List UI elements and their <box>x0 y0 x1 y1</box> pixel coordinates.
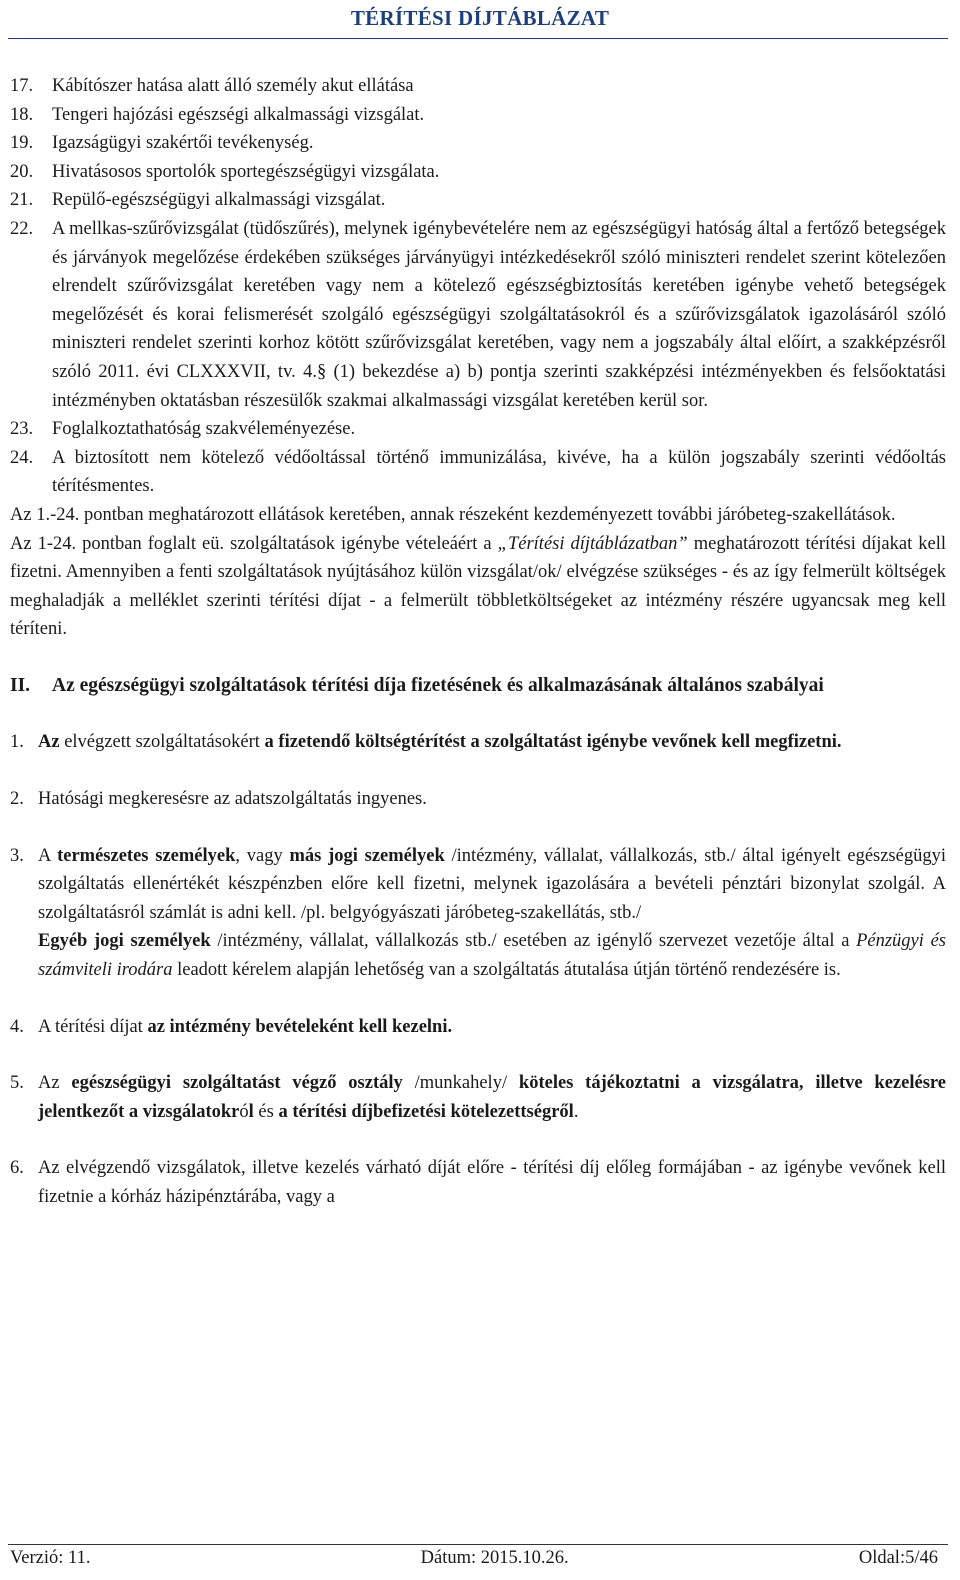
rule-bold-text: egészségügyi szolgáltatást végző osztály <box>71 1073 403 1094</box>
rule-plain-text: és <box>253 1101 279 1122</box>
rule-item <box>10 842 946 985</box>
list-item-text: Repülő-egészségügyi alkalmassági vizsgálat. <box>52 190 386 211</box>
list-item-text: Igazságügyi szakértői tevékenység. <box>52 133 314 154</box>
list-item <box>10 72 946 101</box>
list-item-text: Foglalkoztathatóság szakvéleményezése. <box>52 419 356 440</box>
list-item-number: 17. <box>10 76 34 96</box>
rule-item <box>10 785 946 814</box>
list-item-number: 18. <box>10 104 34 125</box>
rule-bold-text: a térítési díjbefizetési kötelezettségről <box>278 1101 574 1122</box>
rule-bold-text: más jogi személyek <box>289 845 445 866</box>
rule-plain-text: /munkahely/ <box>402 1073 519 1094</box>
list-item <box>10 215 946 415</box>
rule-text: Az elvégzendő vizsgálatok, illetve kezelés várható díját előre - térítési díj előleg formájában - az igénybe vevőnek kell fizetnie a kórház házipénztárába, vagy a <box>38 1158 946 1207</box>
list-item-number: 19. <box>10 133 34 154</box>
list-item <box>10 101 946 130</box>
rule-bold-text: Egyéb jogi személyek <box>38 931 211 952</box>
list-item-text: A biztosított nem kötelező védőoltással történő immunizálása, kivéve, ha a külön jogszabály szerinti védőoltás térítésmentes. <box>52 447 946 497</box>
footer-date: Dátum: 2015.10.26. <box>420 1548 569 1568</box>
rule-text <box>38 1013 946 1042</box>
page-header-title: TÉRÍTÉSI DÍJTÁBLÁZAT <box>350 6 610 30</box>
list-item-number: 24. <box>10 447 34 468</box>
paragraph-additional-care: Az 1.-24. pontban meghatározott ellátások keretében, annak részeként kezdeményezett további járóbeteg-szakellátások. <box>10 504 896 525</box>
list-item <box>10 415 946 444</box>
rule-bold-text: az intézmény bevételeként kell kezelni. <box>147 1016 453 1037</box>
paragraph-fees-italic: „Térítési díjtáblázatban” <box>497 533 688 554</box>
rule-plain-text: elvégzett szolgáltatásokért <box>59 732 265 753</box>
rule-plain-text: A térítési díjat <box>38 1016 148 1037</box>
rule-bold-text: l <box>248 1101 254 1122</box>
rule-plain-text: ó <box>239 1101 249 1122</box>
list-item <box>10 186 946 215</box>
list-item-text: Hivatásosos sportolók sportegészségügyi vizsgálata. <box>52 161 440 182</box>
rule-plain-text: , vagy <box>235 845 290 866</box>
list-item-number: 21. <box>10 190 34 211</box>
rule-bold-text: természetes személyek <box>57 845 236 866</box>
rule-plain-text: . <box>573 1101 579 1122</box>
section-title: Az egészségügyi szolgáltatások térítési díja fizetésének és alkalmazásának általános szabályai <box>52 674 824 696</box>
rule-text <box>38 1069 946 1126</box>
footer-page-number: Oldal:5/46 <box>858 1548 938 1568</box>
rule-plain-text: A <box>38 845 58 866</box>
rule-item <box>10 1154 946 1211</box>
rule-bold-text: a fizetendő költségtérítést a szolgáltatást igénybe vevőnek kell megfizetni. <box>264 732 842 753</box>
list-item-text: Kábítószer hatása alatt álló személy akut ellátása <box>52 76 414 96</box>
rule-item <box>10 1069 946 1126</box>
paragraph-fees-text-1: Az 1-24. pontban foglalt eü. szolgáltatások igénybe vételeáért a <box>10 533 498 554</box>
rule-text <box>38 842 946 985</box>
rule-bold-text: Az <box>38 732 60 753</box>
list-item <box>10 129 946 158</box>
rule-plain-text: /intézmény, vállalat, vállalkozás, stb./ által igényelt egészségügyi szolgáltatás ellenértékét készpénzben előre kell fizetni, melynek igazolására a bevételi pénztári bizonylat szolgál. A szolgáltatásról számlát is adni kell. /pl. belgyógyászati járóbeteg-szakellátás, stb./ <box>38 845 946 923</box>
page-footer <box>10 1548 938 1569</box>
list-item-number: 22. <box>10 218 34 239</box>
footer-divider <box>8 1544 948 1545</box>
rule-number: 3. <box>10 845 24 866</box>
section-number: II. <box>10 674 31 696</box>
rule-item <box>10 1013 946 1042</box>
rule-plain-text: /intézmény, vállalat, vállalkozás stb./ esetében az igénylő szervezet vezetője által a <box>210 931 857 952</box>
rule-text <box>38 728 946 757</box>
rule-number: 5. <box>10 1073 24 1094</box>
rule-italic-text: Pénzügyi és számviteli irodára <box>38 931 946 981</box>
footer-version: Verzió: 11. <box>10 1548 91 1568</box>
rule-number: 2. <box>10 789 24 810</box>
paragraph-fees-text-2: meghatározott térítési díjakat kell fizetni. Amennyiben a fenti szolgáltatások nyújtásához külön vizsgálat/ok/ elvégzése szükséges - és az így felmerült költségek meghaladják a melléklet szerinti térítési díjat - a felmerült többletköltségeket az intézmény részére ugyancsak meg kell téríteni. <box>10 533 946 640</box>
list-item-number: 20. <box>10 161 34 182</box>
rule-number: 4. <box>10 1016 24 1037</box>
section-heading <box>10 672 946 701</box>
list-item <box>10 444 946 501</box>
list-item-text: A mellkas-szűrővizsgálat (tüdőszűrés), melynek igénybevételére nem az egészségügyi hatóság által a fertőző betegségek és járványok megelőzése érdekében szükséges járványügyi intézkedésekről szóló miniszteri rendelet szerint kötelezően elrendelt szűrővizsgálat keretében vagy nem a kötelező egészségbiztosítás keretében igénybe vehető betegségek megelőzését és korai felismerését szolgáló egészségügyi szolgáltatásokról és a szűrővizsgálatok igazolásáról szóló miniszteri rendelet szerinti korhoz kötött szűrővizsgálat keretében, vagy nem a jogszabály által előírt, a szakképzésről szóló 2011. évi CLXXXVII, tv. 4.§ (1) bekezdése a) b) pontja szerinti szakképzési intézményekben és felsőoktatási intézményben oktatásban részesülők szakmai alkalmassági vizsgálat keretében kerül sor. <box>52 218 946 411</box>
rule-plain-text: leadott kérelem alapján lehetőség van a szolgáltatás átutalása útján történő rendezésére is. <box>172 960 841 981</box>
list-item-number: 23. <box>10 419 34 440</box>
rule-number: 6. <box>10 1158 24 1179</box>
header-divider <box>8 38 948 39</box>
rule-number: 1. <box>10 732 24 753</box>
rule-item <box>10 728 946 757</box>
rule-plain-text: Az <box>38 1073 72 1094</box>
rule-bold-text: köteles tájékoztatni a vizsgálatra, illetve kezelésre jelentkezőt a vizsgálatokr <box>38 1073 946 1122</box>
list-item <box>10 158 946 187</box>
document-body <box>10 72 946 1212</box>
paragraph-fees <box>10 530 946 644</box>
list-item-text: Tengeri hajózási egészségi alkalmassági vizsgálat. <box>52 104 425 125</box>
rule-text: Hatósági megkeresésre az adatszolgáltatás ingyenes. <box>38 789 427 810</box>
